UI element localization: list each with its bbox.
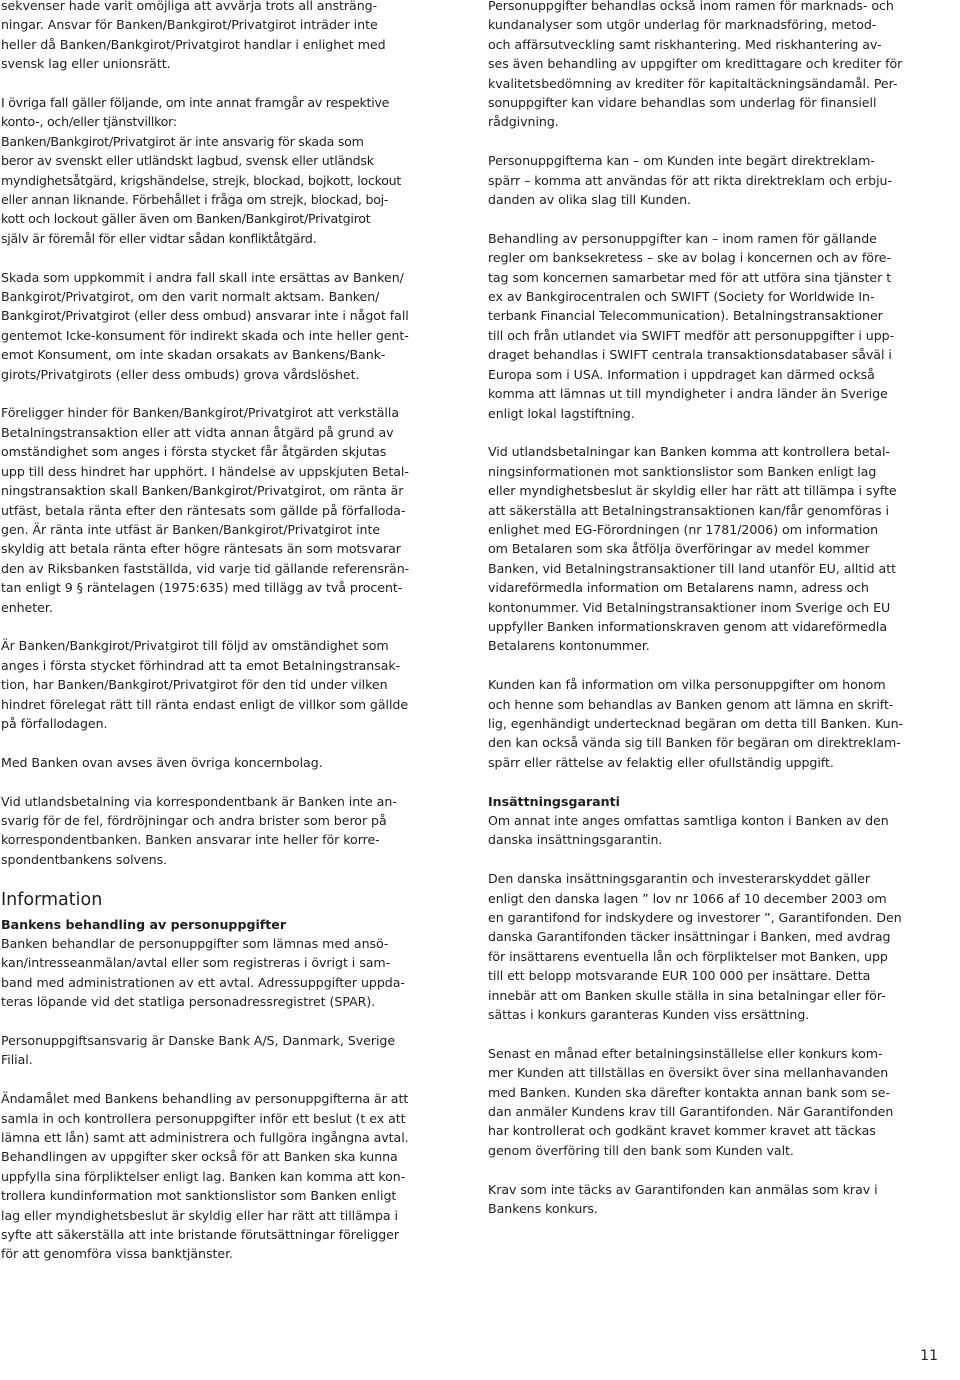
paragraph-damage-compensation: Skada som uppkommit i andra fall skall inte ersättas av Banken/ Bankgirot/Privatgirot, om den varit normalt aktsam. Banken/ Bankgirot/Privatgirot (eller dess ombud) ansvarar inte i något fall gentemot Icke-konsument för indirekt skada och inte heller gent- emot Konsument, om inte skadan orsakats av Bankens/Bank- girots/Privatgirots (eller dess ombuds) grova vårdslöshet.	[1, 269, 409, 382]
page-number: 11	[920, 1348, 938, 1364]
paragraph-guarantee-scope: Om annat inte anges omfattas samtliga konton i Banken av den danska insättningsgarantin.	[488, 812, 889, 848]
paragraph-correspondent-bank: Vid utlandsbetalning via korrespondentbank är Banken inte an- svarig för de fel, fördröjningar och andra brister som beror på korrespondentbanken. Banken ansvarar inte heller för korre- spondentbankens solvens.	[1, 793, 397, 867]
subheading-personal-data: Bankens behandling av personuppgifter	[1, 916, 287, 932]
section-heading-information: Information	[1, 889, 103, 910]
paragraph-market-analysis: Personuppgifter behandlas också inom ramen för marknads- och kundanalyser som utgör underlag för marknadsföring, metod- och affärsutveckling samt riskhantering. Med riskhantering av- ses även behandling av uppgifter om kredittagare och krediter för kvalitetsbedömning av krediter för kapitaltäckningsändamål. Per- sonuppgifter kan vidare behandlas som underlag för finansiell rådgivning.	[488, 0, 903, 130]
paragraph-group-companies: Med Banken ovan avses även övriga koncernbolag.	[1, 754, 323, 770]
paragraph-obstacle-interest: Föreligger hinder för Banken/Bankgirot/Privatgirot att verkställa Betalningstransaktion eller att vidta annan åtgärd på grund av omständighet som anges i första stycket får åtgärden skjutas upp till dess hindret har upphört. I händelse av uppskjuten Betal- ningstransaktion skall Banken/Bankgirot/Privatgirot, om ränta är utfäst, betala ränta efter den räntesats som gällde på förfalloda- gen. Är ränta inte utfäst är Banken/Bankgirot/Privatgirot inte skyldig att betala ränta efter högre räntesats än som motsvarar den av Riksbanken fastställda, vid varje tid gällande referensrän- tan enligt 9 § räntelagen (1975:635) med tillägg av två procent- enheter.	[1, 405, 410, 615]
paragraph-direct-marketing: Personuppgifterna kan – om Kunden inte begärt direktreklam- spärr – komma att användas för att rikta direktreklam och erbju- danden av olika slag till Kunden.	[488, 153, 892, 208]
paragraph-bankruptcy-overview: Senast en månad efter betalningsinställelse eller konkurs kom- mer Kunden att tillställas en översikt över sina mellanhavanden med Banken. Kunden ska därefter kontakta annan bank som se- dan anmäler Kundens krav till Garantifonden. När Garantifonden har kontrollerat och godkänt kravet kommer kravet att täckas genom överföring till den bank som Kunden valt.	[488, 1045, 894, 1158]
paragraph-sanctions-check: Vid utlandsbetalningar kan Banken komma att kontrollera betal- ningsinformationen mot sanktionslistor som Banken enligt lag eller myndighetsbeslut är skyldig eller har rätt att tillämpa i syfte att säkerställa att Betalningstransaktionen kan/får genomföras i enlighet med EG-Förordningen (nr 1781/2006) om information om Betalaren som ska åtfölja överföringar av medel kommer Banken, vid Betalningstransaktioner till land utanför EU, alltid att vidareförmedla information om Betalarens namn, adress och kontonummer. Vid Betalningstransaktioner inom Sverige och EU uppfyller Banken informationskraven genom att vidareförmedla Betalarens kontonummer.	[488, 444, 897, 654]
paragraph-guarantee-fund: Den danska insättningsgarantin och investerarskyddet gäller enligt den danska lagen ” lov nr 1066 af 10 december 2003 om en garantifond for indskydere og investorer ”, Garantifonden. Den danska Garantifonden täcker insättningar i Banken, med avdrag för insättarens eventuella lån och förpliktelser mot Banken, upp till ett belopp motsvarande EUR 100 000 per insättare. Detta innebär att om Banken skulle ställa in sina betalningar eller för- sättas i konkurs garanteras Kunden viss ersättning.	[488, 871, 902, 1023]
paragraph-data-controller: Personuppgiftsansvarig är Danske Bank A/S, Danmark, Sverige Filial.	[1, 1033, 396, 1068]
left-column	[1, 0, 444, 1283]
paragraph-liability-general: I övriga fall gäller följande, om inte annat framgår av respektive konto-, och/eller tjänstvillkor: Banken/Bankgirot/Privatgirot är inte ansvarig för skada som beror av svenskt eller utländskt lagbud, svensk eller utländsk myndighetsåtgärd, krigshändelse, strejk, blockad, bojkott, lockout eller annan liknande. Förbehållet i fråga om strejk, blockad, boj- kott och lockout gäller även om Banken/Bankgirot/Privatgirot själv är föremål för eller vidtar sådan konfliktåtgärd.	[1, 95, 402, 246]
paragraph-swift-processing: Behandling av personuppgifter kan – inom ramen för gällande regler om banksekretess – ske av bolag i koncernen och av före- tag som koncernen samarbetar med för att utföra sina tjänster t ex av Bankgirocentralen och SWIFT (Society for Worldwide In- terbank Financial Telecommunication). Betalningstransaktioner till och från utlandet via SWIFT medför att personuppgifter i upp- draget behandlas i SWIFT centrala transaktionsdatabaser såväl i Europa som i USA. Information i uppdraget kan därmed också komma att lämnas ut till myndigheter i andra länder än Sverige enligt lokal lagstiftning.	[488, 230, 895, 421]
paragraph-receive-obstacle: Är Banken/Bankgirot/Privatgirot till följd av omständighet som anges i första stycket förhindrad att ta emot Betalningstransak- tion, har Banken/Bankgirot/Privatgirot för den tid under vilken hindret förelegat rätt till ränta endast enligt de villkor som gällde på förfallodagen.	[1, 638, 409, 731]
paragraph-processing-purpose: Ändamålet med Bankens behandling av personuppgifterna är att samla in och kontrollera personuppgifter inför ett beslut (t ex att lämna ett lån) samt att administrera och fullgöra ingångna avtal. Behandlingen av uppgifter sker också för att Banken ska kunna uppfylla sina förpliktelser enligt lag. Banken kan komma att kon- trollera kundinformation mot sanktionslistor som Banken enligt lag eller myndighetsbeslut är skyldig eller har rätt att tillämpa i syfte att säkerställa att inte bristande förutsättningar föreligger för att genomföra vissa banktjänster.	[1, 1091, 409, 1262]
paragraph-data-access-request: Kunden kan få information om vilka personuppgifter om honom och henne som behandlas av Banken genom att lämna en skrift- lig, egenhändigt undertecknad begäran om detta till Banken. Kun- den kan också vända sig till Banken för begäran om direktreklam- spärr eller rättelse av felaktig eller ofullständig uppgift.	[488, 677, 904, 770]
right-column	[488, 0, 940, 1238]
subheading-deposit-guarantee: Insättningsgaranti	[488, 793, 620, 809]
paragraph-uncovered-claims: Krav som inte täcks av Garantifonden kan anmälas som krav i Bankens konkurs.	[488, 1181, 878, 1217]
paragraph-liability-intro: sekvenser hade varit omöjliga att avvärja trots all ansträng- ningar. Ansvar för Banken/Bankgirot/Privatgirot inträder inte heller då Banken/Bankgirot/Privatgirot handlar i enlighet med svensk lag eller unionsrätt.	[1, 0, 386, 72]
paragraph-personal-data-collection: Banken behandlar de personuppgifter som lämnas med ansö- kan/intresseanmälan/avtal eller som registreras i övrigt i sam- band med administrationen av ett avtal. Adressuppgifter uppda- teras löpande vid det statliga personadressregistret (SPAR).	[1, 935, 405, 1010]
